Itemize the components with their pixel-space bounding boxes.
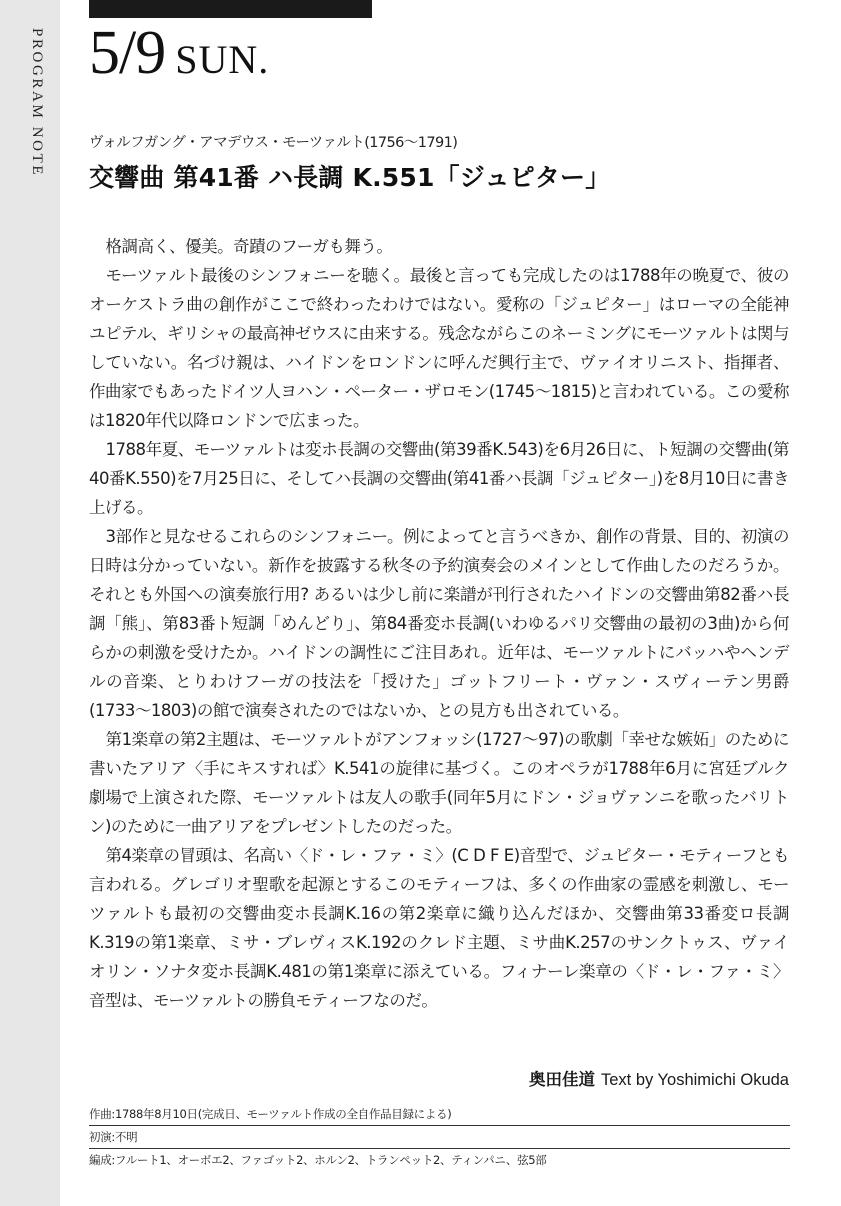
sidebar xyxy=(0,0,60,1206)
paragraph: 3部作と見なせるこれらのシンフォニー。例によってと言うべきか、創作の背景、目的、初演の日時は分かっていない。新作を披露する秋冬の予約演奏会のメインとして作曲したのだろうか。それとも外国への演奏旅行用? あるいは少し前に楽譜が刊行されたハイドンの交響曲第82番ハ長調「熊」、第83番ト短調「めんどり」、第84番変ホ長調(いわゆるパリ交響曲の最初の3曲)から何らかの刺激を受けたか。ハイドンの調性にご注目あれ。近年は、モーツァルトにバッハやヘンデルの音楽、とりわけフーガの技法を「授けた」ゴットフリート・ヴァン・スヴィーテン男爵(1733〜1803)の館で演奏されたのではないか、との見方も出されている。 xyxy=(89,527,789,720)
paragraph: モーツァルト最後のシンフォニーを聴く。最後と言っても完成したのは1788年の晩夏で、彼のオーケストラ曲の創作がここで終わったわけではない。愛称の「ジュピター」はローマの全能神ユピテル、ギリシャの最高神ゼウスに由来する。残念ながらこのネーミングにモーツァルトは関与していない。名づけ親は、ハイドンをロンドンに呼んだ興行主で、ヴァイオリニスト、指揮者、作曲家でもあったドイツ人ヨハン・ペーター・ザロモン(1745〜1815)と言われている。この愛称は1820年代以降ロンドンで広まった。 xyxy=(89,266,789,430)
author-byline: Text by Yoshimichi Okuda xyxy=(600,1071,789,1089)
paragraph: 第1楽章の第2主題は、モーツァルトがアンフォッシ(1727〜97)の歌劇「幸せな嫉妬」のために書いたアリア〈手にキスすれば〉K.541の旋律に基づく。このオペラが1788年6月に宮廷ブルク劇場で上演された際、モーツァルトは友人の歌手(同年5月にドン・ジョヴァンニを歌ったバリトン)のために一曲アリアをプレゼントしたのだった。 xyxy=(89,730,789,836)
author-name: 奥田佳道 xyxy=(528,1070,595,1089)
author-credit xyxy=(529,1067,789,1093)
paragraph: 第4楽章の冒頭は、名高い〈ド・レ・ファ・ミ〉(C D F E)音型で、ジュピター・モティーフとも言われる。グレゴリオ聖歌を起源とするこのモティーフは、多くの作曲家の霊感を刺激し、モーツァルトも最初の交響曲変ホ長調K.16の第2楽章に織り込んだほか、交響曲第33番変ロ長調K.319の第1楽章、ミサ・ブレヴィスK.192のクレド主題、ミサ曲K.257のサンクトゥス、ヴァイオリン・ソナタ変ホ長調K.481の第1楽章に添えている。フィナーレ楽章の〈ド・レ・ファ・ミ〉音型は、モーツァルトの勝負モティーフなのだ。 xyxy=(89,846,789,1010)
info-premiere: 初演:不明 xyxy=(89,1126,790,1149)
paragraph: 1788年夏、モーツァルトは変ホ長調の交響曲(第39番K.543)を6月26日に、ト短調の交響曲(第40番K.550)を7月25日に、そしてハ長調の交響曲(第41番ハ長調「ジュピター」)を8月10日に書き上げる。 xyxy=(89,440,789,517)
composer-name: ヴォルフガング・アマデウス・モーツァルト(1756〜1791) xyxy=(89,135,458,151)
info-instrumentation: 編成:フルート1、オーボエ2、ファゴット2、ホルン2、トランペット2、ティンパニ、弦5部 xyxy=(89,1153,547,1167)
concert-day: SUN. xyxy=(175,37,270,82)
header-bar xyxy=(89,0,372,18)
program-note-body xyxy=(89,232,789,1015)
sidebar-label: PROGRAM NOTE xyxy=(29,28,45,178)
work-title: 交響曲 第41番 ハ長調 K.551「ジュピター」 xyxy=(89,163,611,192)
concert-date: 5/9 xyxy=(89,19,166,87)
info-composed: 作曲:1788年8月10日(完成日、モーツァルト作成の全自作品目録による) xyxy=(89,1103,790,1126)
date-heading xyxy=(89,18,269,89)
paragraph: 格調高く、優美。奇蹟のフーガも舞う。 xyxy=(105,237,393,256)
work-info-table xyxy=(89,1103,790,1171)
